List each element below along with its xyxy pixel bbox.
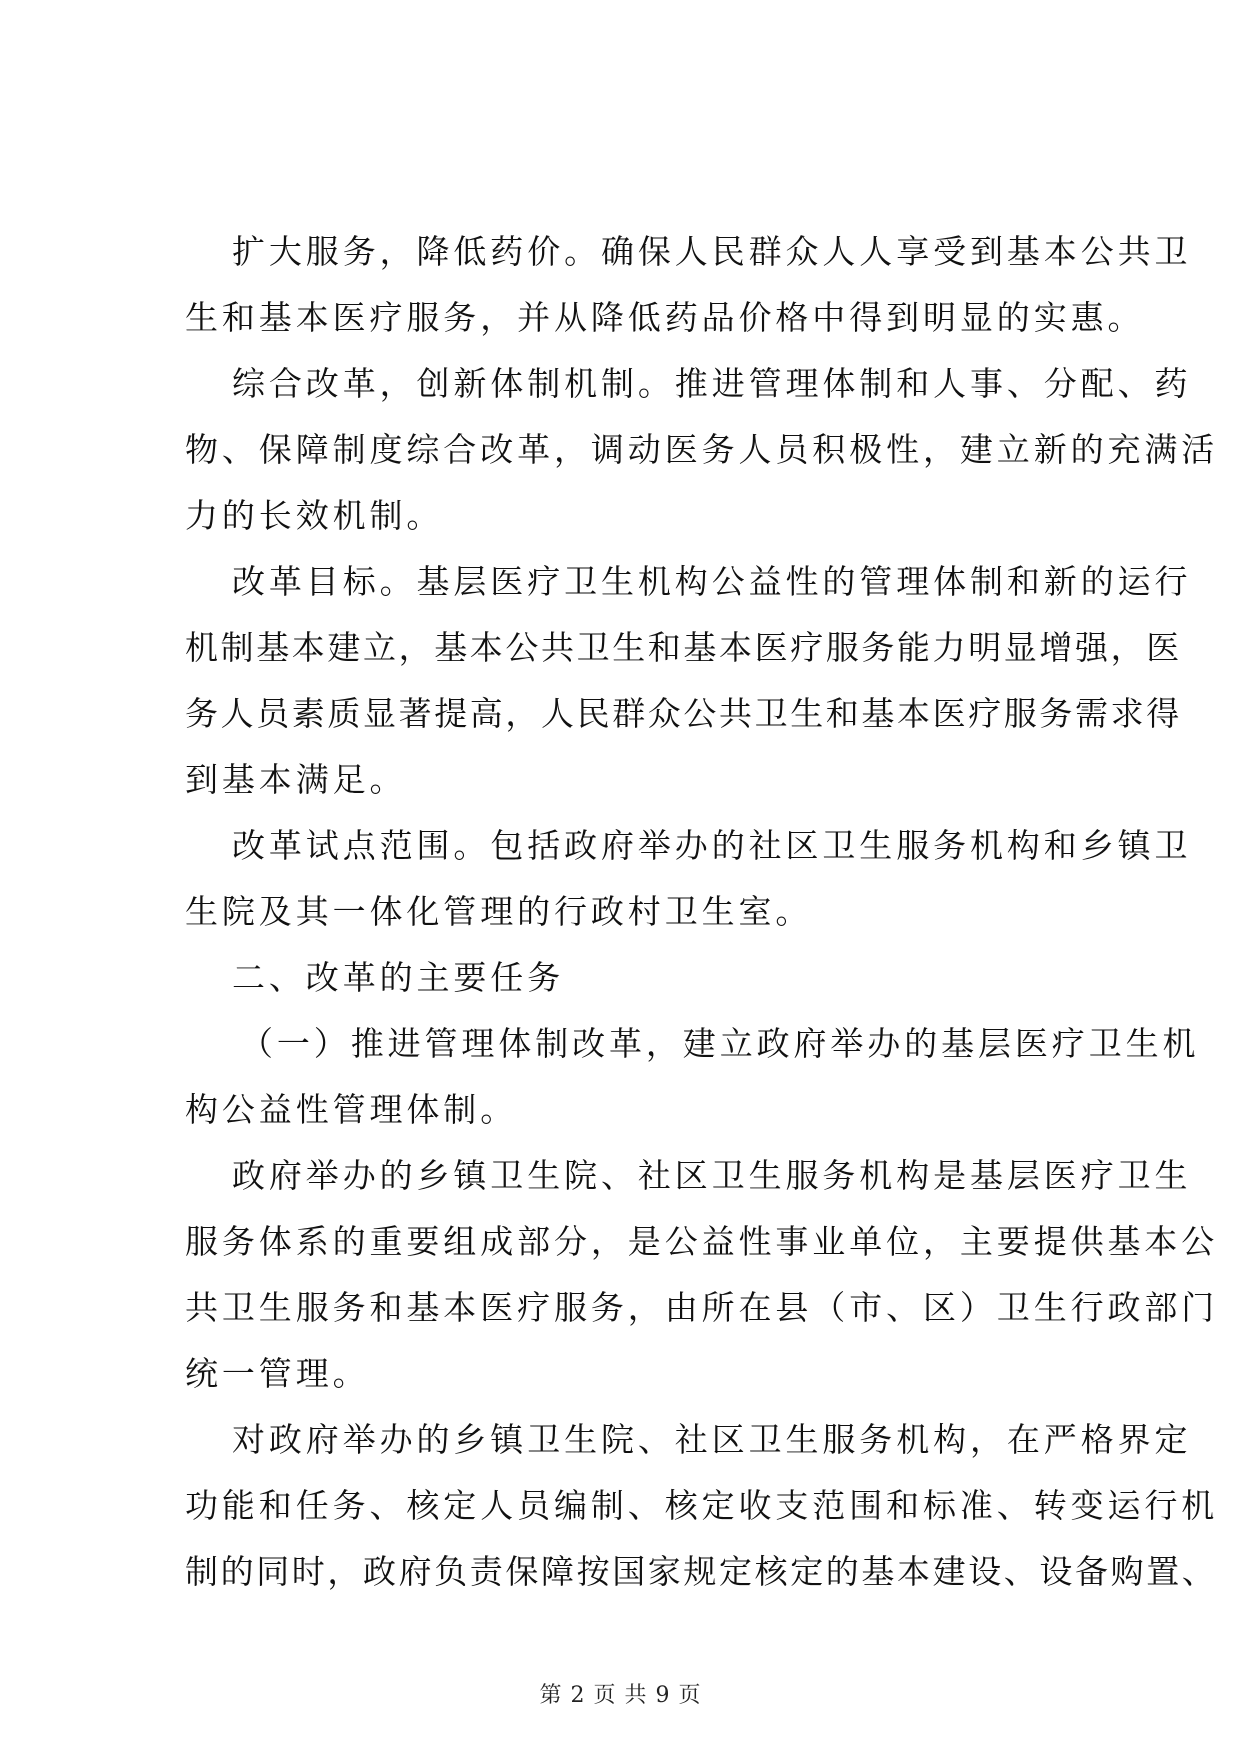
page-number-footer: 第 2 页 共 9 页 — [539, 1683, 702, 1708]
section-heading: 二、改革的主要任务 — [232, 958, 565, 997]
paragraph-line: 生院及其一体化管理的行政村卫生室。 — [185, 892, 813, 931]
paragraph-line: 功能和任务、核定人员编制、核定收支范围和标准、转变运行机 — [185, 1486, 1219, 1525]
paragraph-line: 构公益性管理体制。 — [185, 1090, 518, 1129]
paragraph-line: 统一管理。 — [185, 1354, 370, 1393]
paragraph-line: 改革试点范围。包括政府举办的社区卫生服务机构和乡镇卫 — [232, 826, 1192, 865]
paragraph-line: 制的同时，政府负责保障按国家规定核定的基本建设、设备购置、 — [185, 1552, 1218, 1591]
paragraph-line: 扩大服务，降低药价。确保人民群众人人享受到基本公共卫 — [232, 232, 1192, 271]
subsection-heading: （一）推进管理体制改革，建立政府举办的基层医疗卫生机 — [240, 1024, 1200, 1063]
paragraph-line: 生和基本医疗服务，并从降低药品价格中得到明显的实惠。 — [185, 298, 1145, 337]
paragraph-line: 力的长效机制。 — [185, 496, 444, 535]
paragraph-line: 物、保障制度综合改革，调动医务人员积极性，建立新的充满活 — [185, 430, 1219, 469]
paragraph-line: 改革目标。基层医疗卫生机构公益性的管理体制和新的运行 — [232, 562, 1192, 601]
paragraph-line: 机制基本建立，基本公共卫生和基本医疗服务能力明显增强，医 — [185, 628, 1182, 667]
paragraph-line: 综合改革，创新体制机制。推进管理体制和人事、分配、药 — [232, 364, 1192, 403]
paragraph-line: 务人员素质显著提高，人民群众公共卫生和基本医疗服务需求得 — [185, 694, 1182, 733]
paragraph-line: 到基本满足。 — [185, 760, 407, 799]
paragraph-line: 共卫生服务和基本医疗服务，由所在县（市、区）卫生行政部门 — [185, 1288, 1219, 1327]
paragraph-line: 服务体系的重要组成部分，是公益性事业单位，主要提供基本公 — [185, 1222, 1219, 1261]
paragraph-line: 政府举办的乡镇卫生院、社区卫生服务机构是基层医疗卫生 — [232, 1156, 1192, 1195]
paragraph-line: 对政府举办的乡镇卫生院、社区卫生服务机构，在严格界定 — [232, 1420, 1192, 1459]
